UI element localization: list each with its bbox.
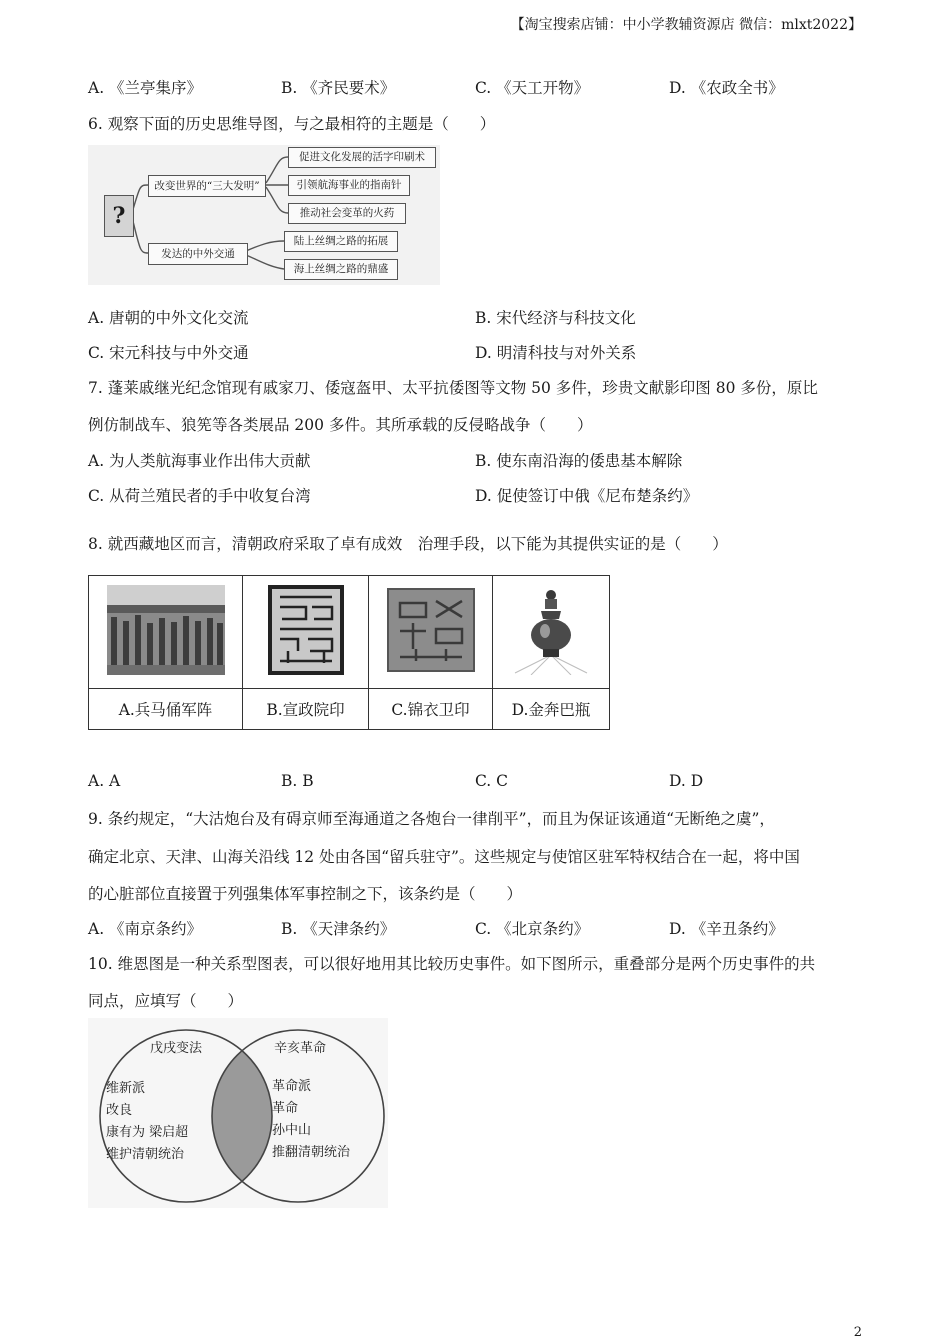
q8-caption-c: C.锦衣卫印: [369, 689, 493, 730]
q6-stem: 6. 观察下面的历史思维导图，与之最相符的主题是（ ）: [88, 115, 496, 133]
terracotta-army-image: [107, 585, 225, 675]
q8-image-cell-c: [369, 576, 493, 689]
q9-stem-line3: 的心脏部位直接置于列强集体军事控制之下，该条约是（ ）: [88, 885, 523, 903]
q7-option-c: C. 从荷兰殖民者的手中收复台湾: [88, 487, 311, 505]
mind-map-item-compass: 引领航海事业的指南针: [288, 175, 410, 196]
mind-map-branch-traffic: 发达的中外交通: [148, 243, 248, 265]
venn-left-item: 维新派: [106, 1081, 146, 1096]
mind-map-item-printing: 促进文化发展的活字印刷术: [288, 147, 436, 168]
venn-right-item: 革命派: [272, 1079, 312, 1094]
venn-right-title: 辛亥革命: [274, 1041, 327, 1056]
q7-option-b: B. 使东南沿海的倭患基本解除: [475, 452, 683, 470]
page-number: 2: [853, 1325, 862, 1340]
mind-map-item-land-silk-road: 陆上丝绸之路的拓展: [284, 231, 398, 252]
q5-option-d: D. 《农政全书》: [669, 79, 784, 97]
q9-option-b: B. 《天津条约》: [281, 920, 396, 938]
venn-circles: [88, 1018, 388, 1208]
mind-map-branch-inventions: 改变世界的“三大发明”: [148, 175, 266, 197]
q8-image-table: [88, 575, 610, 730]
q7-option-a: A. 为人类航海事业作出伟大贡献: [88, 452, 311, 470]
q9-stem-line2: 确定北京、天津、山海关沿线 12 处由各国“留兵驻守”。这些规定与使馆区驻军特权结合在一起，将中国: [88, 848, 800, 866]
venn-right-item: 孙中山: [272, 1123, 312, 1138]
q9-stem-line1: 9. 条约规定，“大沽炮台及有碍京师至海通道之各炮台一律削平”，而且为保证该通道“无断绝之虞”，: [88, 810, 775, 828]
xuanzheng-seal-image: [268, 585, 344, 675]
mind-map-center: ?: [104, 195, 134, 237]
q9-option-a: A. 《南京条约》: [88, 920, 203, 938]
q10-venn-diagram: [88, 1018, 388, 1208]
jinyiwei-seal-image: [386, 587, 476, 673]
q6-option-a: A. 唐朝的中外文化交流: [88, 309, 249, 327]
q8-caption-a: A.兵马俑军阵: [89, 689, 243, 730]
venn-right-item: 推翻清朝统治: [272, 1145, 351, 1160]
q9-option-c: C. 《北京条约》: [475, 920, 590, 938]
q7-stem-line2: 例仿制战车、狼筅等各类展品 200 多件。其所承载的反侵略战争（ ）: [88, 416, 593, 434]
venn-right-item: 革命: [272, 1101, 299, 1116]
q8-caption-d: D.金奔巴瓶: [493, 689, 610, 730]
page-header: 【淘宝搜索店铺：中小学教辅资源店 微信：mlxt2022】: [510, 17, 862, 33]
q10-stem-line2: 同点，应填写（ ）: [88, 992, 244, 1010]
q5-option-a: A. 《兰亭集序》: [88, 79, 203, 97]
q8-image-cell-d: [493, 576, 610, 689]
q8-option-a: A. A: [88, 772, 121, 790]
q5-option-c: C. 《天工开物》: [475, 79, 590, 97]
mind-map-item-gunpowder: 推动社会变革的火药: [288, 203, 406, 224]
q6-mind-map: [88, 145, 440, 285]
q8-stem: 8. 就西藏地区而言，清朝政府采取了卓有成效 治理手段，以下能为其提供实证的是（ ）: [88, 535, 728, 553]
mind-map-item-sea-silk-road: 海上丝绸之路的鼎盛: [284, 259, 398, 280]
q8-image-cell-b: [243, 576, 369, 689]
q5-option-b: B. 《齐民要术》: [281, 79, 396, 97]
q7-option-d: D. 促使签订中俄《尼布楚条约》: [475, 487, 699, 505]
venn-left-item: 维护清朝统治: [106, 1147, 185, 1162]
q8-option-c: C. C: [475, 772, 509, 790]
q6-option-d: D. 明清科技与对外关系: [475, 344, 637, 362]
q9-option-d: D. 《辛丑条约》: [669, 920, 784, 938]
golden-urn-image: [511, 585, 591, 675]
q8-option-d: D. D: [669, 772, 704, 790]
q8-caption-b: B.宣政院印: [243, 689, 369, 730]
q7-stem-line1: 7. 蓬莱戚继光纪念馆现有戚家刀、倭寇盔甲、太平抗倭图等文物 50 多件，珍贵文献影印图 80 多份，原比: [88, 379, 818, 397]
q6-option-c: C. 宋元科技与中外交通: [88, 344, 249, 362]
q6-option-b: B. 宋代经济与科技文化: [475, 309, 636, 327]
q8-image-cell-a: [89, 576, 243, 689]
venn-left-item: 康有为 梁启超: [106, 1125, 189, 1140]
q10-stem-line1: 10. 维恩图是一种关系型图表，可以很好地用其比较历史事件。如下图所示，重叠部分是两个历史事件的共: [88, 955, 816, 973]
venn-left-title: 戊戌变法: [150, 1041, 203, 1056]
venn-left-item: 改良: [106, 1103, 133, 1118]
q8-option-b: B. B: [281, 772, 314, 790]
